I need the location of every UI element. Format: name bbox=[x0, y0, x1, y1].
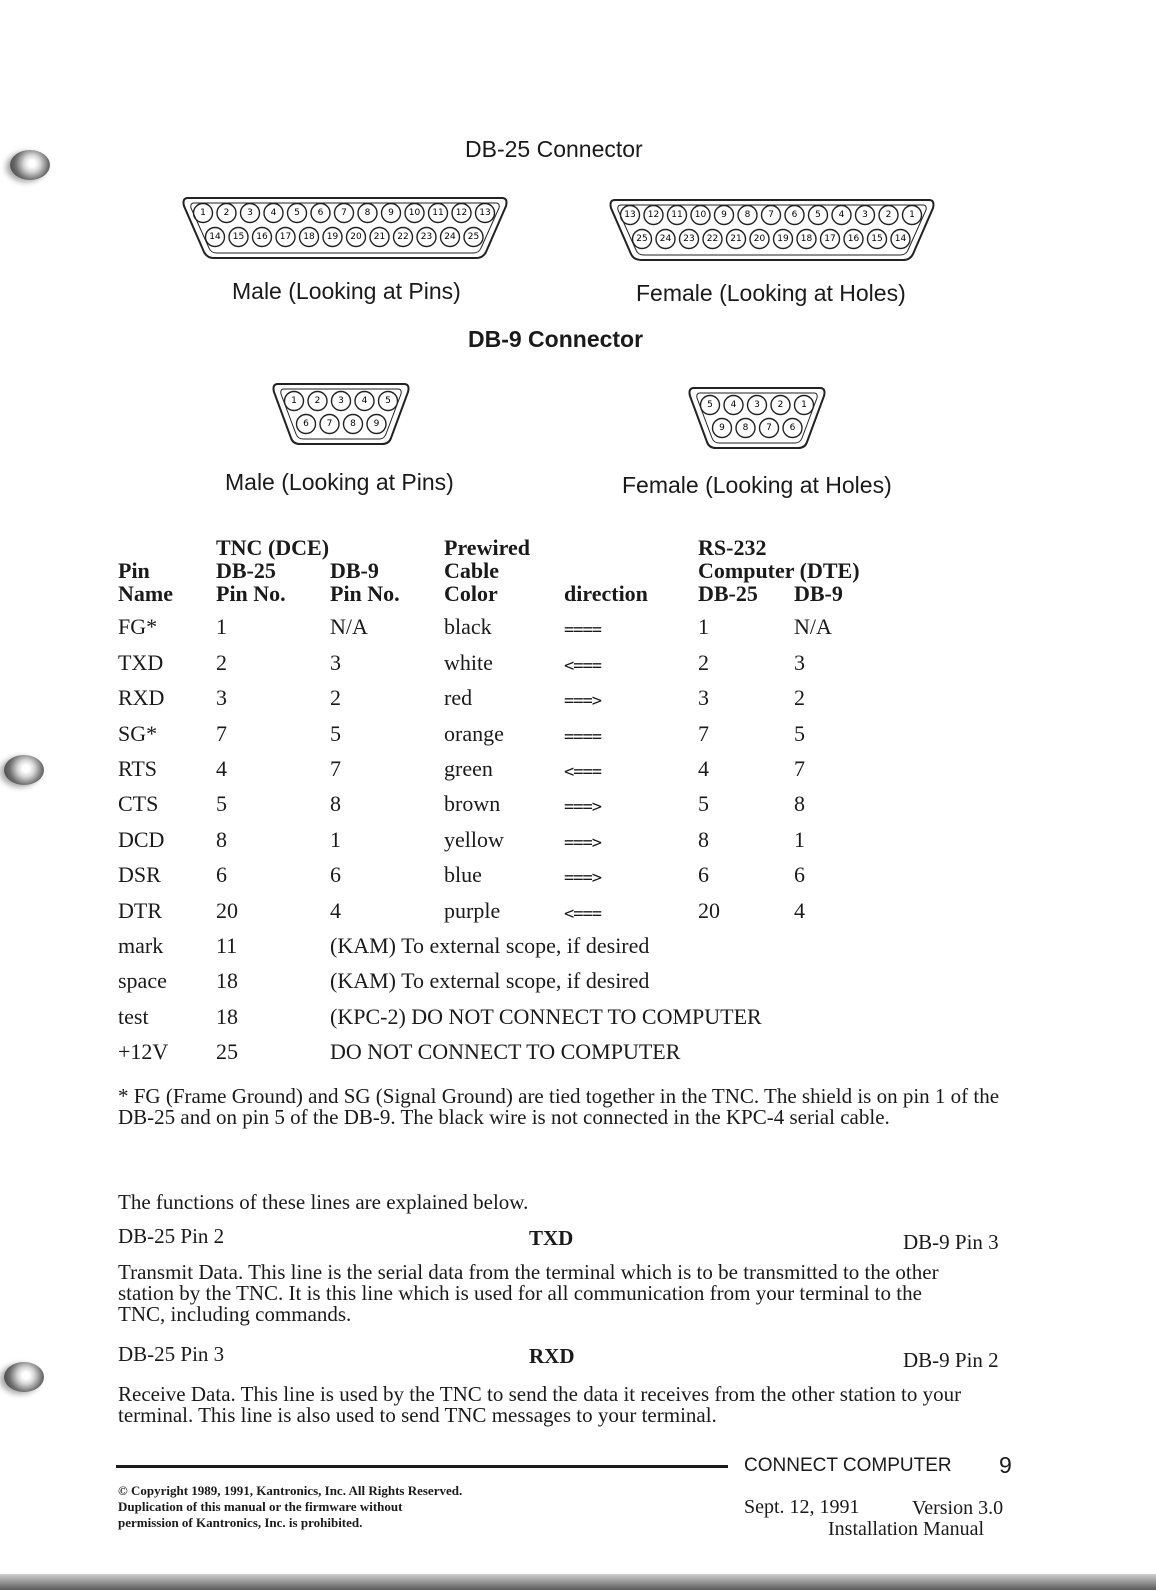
computer-db25-pin: 6 bbox=[698, 862, 709, 888]
computer-db25-pin: 7 bbox=[698, 720, 709, 746]
connector-pin-number: 15 bbox=[871, 234, 883, 244]
tnc-db9-pin: 7 bbox=[330, 755, 341, 781]
cable-color: orange bbox=[444, 720, 504, 746]
connector-pin-number: 14 bbox=[894, 234, 907, 244]
tnc-db9-pin: 4 bbox=[330, 897, 341, 923]
computer-db25-pin: 4 bbox=[698, 755, 709, 781]
footer-date: Sept. 12, 1991 bbox=[744, 1496, 860, 1518]
connector-pin-number: 1 bbox=[909, 210, 915, 220]
computer-db25-pin: 5 bbox=[698, 791, 709, 817]
connector-pin-number: 21 bbox=[373, 232, 386, 242]
pin-note: (KAM) To external scope, if desired bbox=[330, 968, 650, 994]
tnc-db25-pin: 3 bbox=[216, 685, 227, 711]
db9-male-diagram bbox=[270, 378, 412, 448]
tnc-db25-pin: 2 bbox=[216, 649, 227, 675]
footer-version: Version 3.0 bbox=[912, 1497, 1004, 1519]
computer-db9-pin: 7 bbox=[794, 755, 805, 781]
footer-manual-name: Installation Manual bbox=[828, 1518, 985, 1540]
th-db25-pin-no: Pin No. bbox=[216, 581, 286, 606]
connector-pin-number: 10 bbox=[408, 208, 421, 218]
db25-female-diagram bbox=[607, 192, 937, 264]
connector-pin-number: 17 bbox=[279, 232, 292, 242]
tnc-db9-pin: 8 bbox=[330, 791, 341, 817]
computer-db9-pin: N/A bbox=[794, 614, 832, 640]
connector-pin-number: 2 bbox=[885, 210, 892, 220]
connector-pin-number: 19 bbox=[777, 234, 789, 244]
table-row bbox=[118, 817, 904, 852]
signal-direction: ===> bbox=[564, 832, 601, 853]
txd-db25-pin: DB-25 Pin 2 bbox=[118, 1224, 225, 1248]
connector-pin-number: 23 bbox=[683, 234, 695, 244]
signal-direction: <=== bbox=[564, 903, 601, 924]
tnc-db9-pin: 5 bbox=[330, 720, 341, 746]
copyright-line-3: permission of Kantronics, Inc. is prohibited. bbox=[118, 1515, 363, 1530]
pin-note: (KAM) To external scope, if desired bbox=[330, 932, 650, 958]
computer-db25-pin: 1 bbox=[698, 614, 709, 640]
connector-pin-number: 10 bbox=[694, 210, 707, 220]
db9-title: DB-9 Connector bbox=[468, 326, 644, 352]
footer-page-number: 9 bbox=[999, 1452, 1012, 1478]
computer-db9-pin: 1 bbox=[794, 826, 805, 852]
cable-color: white bbox=[444, 649, 493, 675]
tnc-db9-pin: N/A bbox=[330, 614, 368, 640]
connector-pin-number: 4 bbox=[838, 210, 845, 220]
computer-db9-pin: 5 bbox=[794, 720, 805, 746]
connector-pin-number: 7 bbox=[766, 423, 772, 433]
connector-pin-number: 12 bbox=[455, 208, 468, 218]
connector-pin-number: 22 bbox=[706, 234, 719, 244]
th-color: Color bbox=[444, 581, 498, 606]
connector-pin-number: 5 bbox=[385, 396, 391, 406]
connector-pin-number: 1 bbox=[291, 396, 297, 406]
connector-pin-number: 18 bbox=[303, 232, 315, 242]
pin-name: CTS bbox=[118, 791, 159, 817]
db25-female-top-row bbox=[621, 206, 922, 225]
th-pin: Pin bbox=[118, 558, 150, 583]
tnc-db9-pin: 2 bbox=[330, 685, 341, 711]
footnote: * FG (Frame Ground) and SG (Signal Ground) are tied together in the TNC. The shield is on pin 1 of the DB-25 and on pin 5 of the DB-9. The black wire is not connected in the KPC-4 serial cable. bbox=[118, 1084, 1000, 1129]
connector-pin-number: 18 bbox=[800, 234, 813, 244]
th-name: Name bbox=[118, 581, 173, 606]
txd-db9-pin: DB-9 Pin 3 bbox=[903, 1230, 999, 1254]
computer-db9-pin: 8 bbox=[794, 791, 805, 817]
tnc-db25-pin: 5 bbox=[216, 791, 227, 817]
signal-direction: ===> bbox=[564, 691, 601, 712]
connector-pin-number: 3 bbox=[754, 400, 760, 410]
binder-hole-top bbox=[10, 150, 50, 180]
txd-description: Transmit Data. This line is the serial data from the terminal which is to be transmitted to the other station by the TNC. It is this line which is used for all communication from your terminal to the TNC, including commands. bbox=[118, 1260, 939, 1326]
connector-pin-number: 8 bbox=[350, 419, 356, 429]
connector-pin-number: 21 bbox=[730, 234, 742, 244]
connector-pin-number: 6 bbox=[303, 419, 309, 429]
th-comp-db25: DB-25 bbox=[698, 581, 758, 606]
connector-pin-number: 7 bbox=[768, 210, 774, 220]
connector-pin-number: 24 bbox=[444, 232, 456, 242]
cable-color: black bbox=[444, 614, 492, 640]
signal-direction: ==== bbox=[564, 726, 601, 747]
connector-pin-number: 3 bbox=[862, 210, 868, 220]
connector-pin-number: 9 bbox=[719, 423, 725, 433]
cable-color: purple bbox=[444, 897, 501, 923]
connector-pin-number: 5 bbox=[707, 400, 713, 410]
connector-pin-number: 7 bbox=[326, 419, 333, 429]
pin-name: DCD bbox=[118, 826, 165, 852]
pin-name: +12V bbox=[118, 1039, 169, 1065]
copyright-line-2: Duplication of this manual or the firmware without bbox=[118, 1499, 403, 1514]
th-cable: Cable bbox=[444, 558, 499, 583]
connector-pin-number: 2 bbox=[777, 400, 784, 410]
connector-pin-number: 22 bbox=[397, 232, 409, 242]
computer-db9-pin: 2 bbox=[794, 685, 805, 711]
cable-color: red bbox=[444, 685, 473, 711]
th-comp-db9: DB-9 bbox=[794, 581, 843, 606]
connector-pin-number: 3 bbox=[338, 396, 344, 406]
connector-pin-number: 9 bbox=[721, 210, 727, 220]
db9-male-bottom-row bbox=[297, 415, 387, 434]
connector-pin-number: 16 bbox=[847, 234, 860, 244]
connector-pin-number: 6 bbox=[317, 208, 324, 218]
db9-male-caption: Male (Looking at Pins) bbox=[225, 469, 454, 495]
copyright-line-1: © Copyright 1989, 1991, Kantronics, Inc. All Rights Reserved. bbox=[118, 1483, 463, 1498]
pin-table bbox=[118, 536, 904, 1065]
th-computer-dte: Computer (DTE) bbox=[698, 558, 860, 583]
connector-pin-number: 2 bbox=[223, 208, 230, 218]
th-empty-3 bbox=[564, 559, 698, 582]
pin-name: RXD bbox=[118, 685, 165, 711]
connector-pin-number: 15 bbox=[232, 232, 245, 242]
th-db9: DB-9 bbox=[330, 558, 379, 583]
footer-copyright bbox=[118, 1483, 462, 1531]
th-prewired: Prewired bbox=[444, 535, 530, 560]
connector-pin-number: 2 bbox=[314, 396, 321, 406]
computer-db25-pin: 3 bbox=[698, 685, 709, 711]
db25-female-caption: Female (Looking at Holes) bbox=[636, 280, 906, 306]
pin-name: FG* bbox=[118, 614, 158, 640]
pin-name: TXD bbox=[118, 649, 164, 675]
th-empty-2 bbox=[564, 536, 698, 559]
tnc-db25-pin: 4 bbox=[216, 755, 227, 781]
connector-pin-number: 20 bbox=[753, 234, 766, 244]
connector-pin-number: 3 bbox=[247, 208, 253, 218]
tnc-db25-pin: 7 bbox=[216, 720, 227, 746]
connector-pin-number: 19 bbox=[326, 232, 339, 242]
th-db25: DB-25 bbox=[216, 558, 276, 583]
signal-direction: <=== bbox=[564, 761, 601, 782]
tnc-db25-pin: 8 bbox=[216, 826, 227, 852]
th-tnc-dce: TNC (DCE) bbox=[216, 535, 330, 560]
txd-signal-name: TXD bbox=[529, 1226, 574, 1250]
table-row-special bbox=[118, 959, 904, 994]
connector-pin-number: 20 bbox=[350, 232, 362, 242]
table-row bbox=[118, 782, 904, 817]
rxd-db9-pin: DB-9 Pin 2 bbox=[903, 1348, 999, 1372]
cable-color: brown bbox=[444, 791, 501, 817]
table-row bbox=[118, 676, 904, 711]
db9-male-top-row bbox=[285, 392, 398, 411]
signal-direction: ==== bbox=[564, 620, 601, 641]
connector-pin-number: 9 bbox=[388, 208, 394, 218]
table-row-special bbox=[118, 924, 904, 959]
footer-rule bbox=[116, 1465, 728, 1468]
computer-db25-pin: 20 bbox=[698, 897, 720, 923]
connector-pin-number: 6 bbox=[789, 423, 796, 433]
th-empty-1 bbox=[118, 536, 216, 559]
tnc-db25-pin: 25 bbox=[216, 1039, 238, 1065]
connector-pin-number: 11 bbox=[432, 208, 444, 218]
cable-color: yellow bbox=[444, 826, 504, 852]
computer-db9-pin: 3 bbox=[794, 649, 805, 675]
connector-pin-number: 24 bbox=[659, 234, 672, 244]
pin-note: DO NOT CONNECT TO COMPUTER bbox=[330, 1039, 681, 1065]
db9-female-caption: Female (Looking at Holes) bbox=[622, 472, 892, 498]
connector-pin-number: 13 bbox=[479, 208, 491, 218]
table-row bbox=[118, 888, 904, 923]
db25-male-diagram bbox=[180, 190, 510, 262]
db9-female-bottom-row bbox=[713, 419, 803, 438]
connector-pin-number: 25 bbox=[636, 234, 648, 244]
connector-pin-number: 12 bbox=[647, 210, 660, 220]
db9-female-diagram bbox=[686, 382, 828, 452]
connector-pin-number: 16 bbox=[256, 232, 268, 242]
db25-title: DB-25 Connector bbox=[465, 136, 643, 162]
connector-pin-number: 13 bbox=[624, 210, 636, 220]
connector-pin-number: 9 bbox=[373, 419, 380, 429]
connector-pin-number: 4 bbox=[730, 400, 737, 410]
footer-section-title: CONNECT COMPUTER bbox=[744, 1455, 952, 1476]
table-row-special bbox=[118, 1030, 904, 1065]
functions-intro: The functions of these lines are explained below. bbox=[118, 1190, 529, 1214]
tnc-db25-pin: 11 bbox=[216, 932, 238, 958]
tnc-db25-pin: 20 bbox=[216, 897, 238, 923]
connector-pin-number: 1 bbox=[200, 208, 206, 218]
cable-color: green bbox=[444, 755, 493, 781]
connector-pin-number: 11 bbox=[671, 210, 683, 220]
connector-pin-number: 8 bbox=[744, 210, 751, 220]
connector-pin-number: 14 bbox=[209, 232, 221, 242]
connector-pin-number: 23 bbox=[420, 232, 433, 242]
table-row bbox=[118, 747, 904, 782]
scan-bottom-edge bbox=[0, 1574, 1156, 1590]
binder-hole-bottom bbox=[4, 1362, 44, 1392]
tnc-db25-pin: 1 bbox=[216, 614, 227, 640]
connector-pin-number: 5 bbox=[815, 210, 821, 220]
table-row bbox=[118, 640, 904, 675]
pin-name: mark bbox=[118, 932, 164, 958]
pin-name: test bbox=[118, 1003, 149, 1029]
connector-pin-number: 7 bbox=[341, 208, 347, 218]
th-direction: direction bbox=[564, 581, 648, 606]
computer-db25-pin: 8 bbox=[698, 826, 709, 852]
tnc-db9-pin: 6 bbox=[330, 862, 341, 888]
pin-name: space bbox=[118, 968, 167, 994]
connector-pin-number: 8 bbox=[742, 423, 749, 433]
table-row bbox=[118, 853, 904, 888]
computer-db9-pin: 6 bbox=[794, 862, 805, 888]
table-row bbox=[118, 711, 904, 746]
rxd-signal-name: RXD bbox=[529, 1344, 575, 1368]
rxd-description: Receive Data. This line is used by the TNC to send the data it receives from the other station to your terminal. This line is also used to send TNC messages to your terminal. bbox=[118, 1382, 962, 1427]
computer-db9-pin: 4 bbox=[794, 897, 805, 923]
tnc-db25-pin: 6 bbox=[216, 862, 227, 888]
pin-name: RTS bbox=[118, 755, 158, 781]
cable-color: blue bbox=[444, 862, 482, 888]
pin-name: DSR bbox=[118, 862, 161, 888]
th-rs232: RS-232 bbox=[698, 535, 767, 560]
db25-male-bottom-row bbox=[206, 228, 484, 247]
db9-female-top-row bbox=[701, 396, 814, 415]
tnc-db9-pin: 1 bbox=[330, 826, 341, 852]
connector-pin-number: 4 bbox=[361, 396, 368, 406]
th-db9-pin-no: Pin No. bbox=[330, 581, 400, 606]
signal-direction: ===> bbox=[564, 868, 601, 889]
db25-male-caption: Male (Looking at Pins) bbox=[232, 278, 461, 304]
rxd-db25-pin: DB-25 Pin 3 bbox=[118, 1342, 225, 1366]
connector-pin-number: 1 bbox=[801, 400, 807, 410]
tnc-db25-pin: 18 bbox=[216, 968, 238, 994]
connector-pin-number: 25 bbox=[467, 232, 480, 242]
connector-pin-number: 6 bbox=[791, 210, 798, 220]
tnc-db9-pin: 3 bbox=[330, 649, 341, 675]
pin-name: DTR bbox=[118, 897, 162, 923]
table-row bbox=[118, 605, 904, 640]
tnc-db25-pin: 18 bbox=[216, 1003, 238, 1029]
pin-note: (KPC-2) DO NOT CONNECT TO COMPUTER bbox=[330, 1003, 762, 1029]
pin-name: SG* bbox=[118, 720, 158, 746]
db25-male-top-row bbox=[194, 204, 495, 223]
connector-pin-number: 4 bbox=[270, 208, 277, 218]
connector-pin-number: 5 bbox=[294, 208, 300, 218]
table-row-special bbox=[118, 994, 904, 1029]
signal-direction: ===> bbox=[564, 797, 601, 818]
signal-direction: <=== bbox=[564, 655, 601, 676]
connector-pin-number: 8 bbox=[364, 208, 371, 218]
connector-pin-number: 17 bbox=[824, 234, 836, 244]
binder-hole-middle bbox=[4, 755, 44, 785]
db25-female-bottom-row bbox=[633, 230, 911, 249]
computer-db25-pin: 2 bbox=[698, 649, 709, 675]
